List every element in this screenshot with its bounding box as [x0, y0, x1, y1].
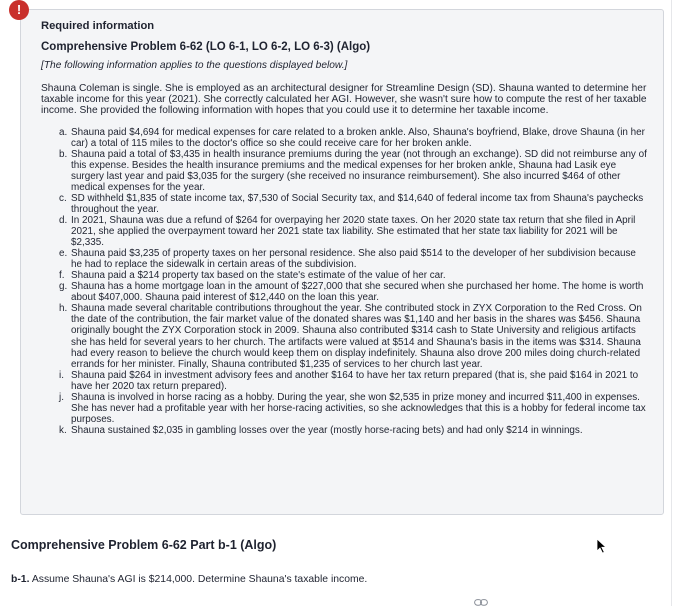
list-item — [61, 149, 649, 193]
part-title: Comprehensive Problem 6-62 Part b-1 (Algo) — [11, 538, 277, 552]
item-text: Shauna has a home mortgage loan in the amount of $227,000 that she secured when she purchased her home. The home is worth about $407,000. Shauna paid interest of $12,440 on the loan this year. — [71, 281, 644, 304]
list-item — [61, 370, 649, 392]
page-divider — [671, 0, 672, 606]
item-text: Shauna made several charitable contributions throughout the year. She contributed stock in ZYX Corporation to the Red Cross. On the date of the contribution, the fair market value of the donated shares was $1,140 and her basis in the shares was $456. Shauna originally bought the ZYX Corporation stock in 2009. Shauna also contributed $314 cash to State University and religious artifacts she has held for several years to her church. The artifacts were valued at $514 and Shauna's basis in the items was $314. Shauna had every reason to believe the church would keep them on display indefinitely. Shauna also drove 200 miles doing church-related errands for her minister. Finally, Shauna contributed $1,235 of services to her church last year. — [71, 303, 642, 370]
item-marker: k. — [59, 424, 67, 436]
problem-title: Comprehensive Problem 6-62 (LO 6-1, LO 6-2, LO 6-3) (Algo) — [41, 41, 371, 53]
list-item — [61, 303, 649, 369]
list-item — [61, 215, 649, 248]
question-b1 — [11, 574, 367, 585]
item-marker: d. — [59, 214, 68, 226]
instructions-note: [The following information applies to the questions displayed below.] — [41, 60, 348, 71]
question-text: Assume Shauna's AGI is $214,000. Determine Shauna's taxable income. — [31, 574, 368, 585]
item-marker: c. — [59, 192, 67, 204]
list-item — [61, 392, 649, 425]
mouse-cursor-icon — [596, 538, 608, 554]
item-marker: h. — [59, 303, 68, 315]
required-information-heading: Required information — [41, 20, 155, 32]
problem-intro: Shauna Coleman is single. She is employed as an architectural designer for Streamline Design (SD). Shauna wanted to determine her taxable income for this year (2021). She correctly calculated her AGI. However, she wasn't sure how to compute the rest of her taxable income. She provided the following information with hopes that you could use it to determine her taxable income. — [41, 83, 647, 117]
list-item — [61, 270, 649, 281]
item-text: SD withheld $1,835 of state income tax, $7,530 of Social Security tax, and $14,640 of federal income tax from Shauna's paychecks throughout the year. — [71, 192, 644, 215]
alert-icon: ! — [9, 0, 29, 20]
facts-list — [41, 127, 649, 436]
item-marker: e. — [59, 248, 68, 260]
item-text: Shauna paid $4,694 for medical expenses for care related to a broken ankle. Also, Shauna's boyfriend, Blake, drove Shauna (in her car) a total of 115 miles to the doctor's office so she could receive care for her broken ankle. — [71, 126, 645, 149]
item-text: In 2021, Shauna was due a refund of $264 for overpaying her 2020 state taxes. On her 2020 state tax return that she filed in April 2021, she applied the overpayment toward her 2021 state tax liability. She estimated that her state tax liability for 2021 will be $2,335. — [71, 214, 636, 249]
item-text: Shauna paid a total of $3,435 in health insurance premiums during the year (not through an exchange). SD did not reimburse any of this expense. Besides the health insurance premiums and the medical expenses for her broken ankle, Shauna had Lasik eye surgery last year and paid $3,035 for the surgery (she received no insurance reimbursement). She also incurred $464 of other medical expenses for the year. — [71, 148, 647, 193]
item-marker: j. — [59, 391, 64, 403]
item-marker: a. — [59, 126, 68, 138]
item-text: Shauna paid a $214 property tax based on the state's estimate of the value of her car. — [71, 270, 446, 282]
link-icon[interactable] — [474, 599, 488, 606]
item-marker: g. — [59, 281, 68, 293]
list-item — [61, 248, 649, 270]
list-item — [61, 193, 649, 215]
item-text: Shauna is involved in horse racing as a hobby. During the year, she won $2,535 in prize money and incurred $11,400 in expenses. She has never had a profitable year with her horse-racing activities, so she acknowledges that this is a hobby for federal income tax purposes. — [71, 391, 646, 425]
item-text: Shauna sustained $2,035 in gambling losses over the year (mostly horse-racing bets) and had only $214 in winnings. — [71, 424, 583, 436]
required-information-panel — [20, 9, 664, 515]
item-text: Shauna paid $264 in investment advisory fees and another $164 to have her tax return prepared (that is, she paid $164 in 2021 to have her 2020 tax return prepared). — [71, 369, 639, 392]
item-marker: i. — [59, 369, 64, 381]
item-text: Shauna paid $3,235 of property taxes on her personal residence. She also paid $514 to the developer of her subdivision because he had to replace the sidewalk in certain areas of the subdivision. — [71, 248, 636, 271]
question-number: b-1. — [11, 574, 30, 585]
item-marker: b. — [59, 148, 68, 160]
item-marker: f. — [59, 270, 65, 282]
list-item — [61, 281, 649, 303]
list-item — [61, 425, 649, 436]
list-item — [61, 127, 649, 149]
